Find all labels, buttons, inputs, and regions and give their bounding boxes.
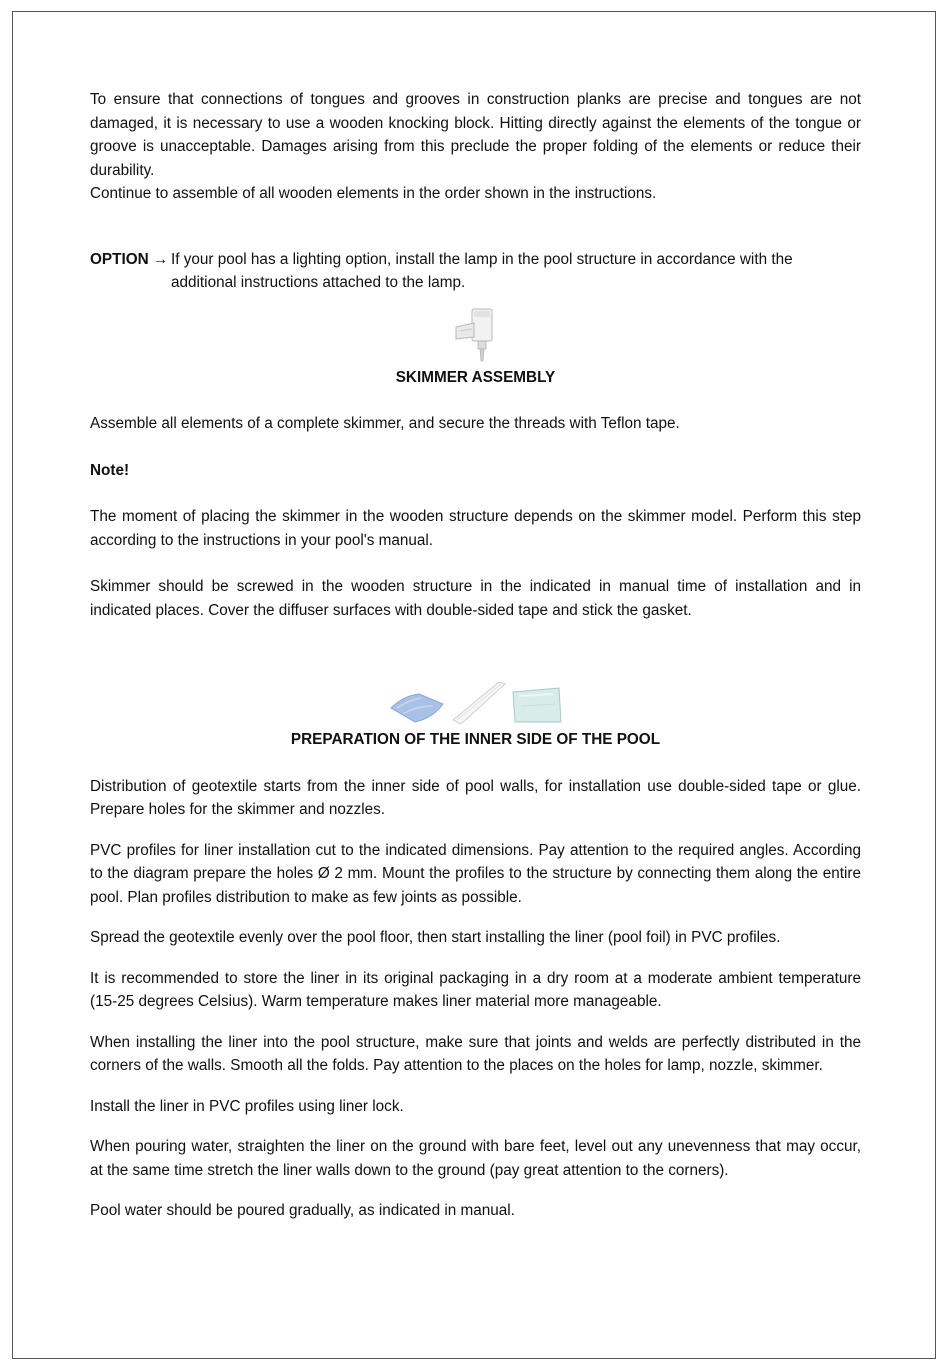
skimmer-image	[90, 305, 861, 363]
skimmer-paragraph: Skimmer should be screwed in the wooden structure in the indicated in manual time of installation and in indicated places. Cover the diffuser surfaces with double-sided tape and stick the gasket.	[90, 578, 861, 619]
preparation-paragraph: Distribution of geotextile starts from the inner side of pool walls, for installation use double-sided tape or glue. Prepare holes for the skimmer and nozzles.	[90, 777, 861, 818]
option-label: OPTION →	[90, 250, 169, 268]
pool-materials-images	[90, 680, 861, 724]
skimmer-icon	[450, 307, 502, 363]
preparation-paragraph: Spread the geotextile evenly over the pool floor, then start installing the liner (pool foil) in PVC profiles.	[90, 929, 781, 946]
skimmer-paragraph: Assemble all elements of a complete skimmer, and secure the threads with Teflon tape.	[90, 415, 680, 432]
lighting-option-note	[90, 248, 861, 295]
preparation-paragraph: Pool water should be poured gradually, as indicated in manual.	[90, 1202, 515, 1219]
preparation-paragraph: Install the liner in PVC profiles using liner lock.	[90, 1097, 404, 1115]
preparation-paragraph: When installing the liner into the pool structure, make sure that joints and welds are perfectly distributed in the corners of the walls. Smooth all the folds. Pay attention to the places on the holes for lamp, nozzle, skimmer.	[90, 1033, 861, 1074]
preparation-paragraph: PVC profiles for liner installation cut to the indicated dimensions. Pay attention to the required angles. According to the diagram prepare the holes Ø 2 mm. Mount the profiles to the structure by connecting them along the entire pool. Plan profiles distribution to make as few joints as possible.	[90, 841, 861, 906]
skimmer-paragraph: The moment of placing the skimmer in the wooden structure depends on the skimmer model. Perform this step according to the instructions in your pool's manual.	[90, 508, 861, 549]
preparation-paragraph: When pouring water, straighten the liner on the ground with bare feet, level out any unevenness that may occur, at the same time stretch the liner walls down to the ground (pay great attention to the corners).	[90, 1138, 861, 1179]
geotextile-icon	[389, 688, 445, 724]
document-body	[90, 88, 861, 1223]
note-label: Note!	[90, 461, 130, 479]
liner-icon	[511, 686, 563, 724]
intro-paragraph: To ensure that connections of tongues and grooves in construction planks are precise and tongues are not damaged, it is necessary to use a wooden knocking block. Hitting directly against the elements of the tongue or groove is unacceptable. Damages arising from this preclude the proper folding of the elements or reduce their durability.	[90, 91, 861, 179]
preparation-heading: PREPARATION OF THE INNER SIDE OF THE POOL	[290, 731, 661, 748]
preparation-paragraph: It is recommended to store the liner in its original packaging in a dry room at a moderate ambient temperature (15-25 degrees Celsius). Warm temperature makes liner material more manageable.	[90, 969, 861, 1010]
pvc-profile-icon	[449, 680, 507, 724]
option-text: If your pool has a lighting option, install the lamp in the pool structure in accordance with the additional instructions attached to the lamp.	[171, 250, 793, 291]
skimmer-heading: SKIMMER ASSEMBLY	[395, 368, 556, 386]
intro-paragraph-continue: Continue to assemble of all wooden elements in the order shown in the instructions.	[90, 185, 657, 202]
